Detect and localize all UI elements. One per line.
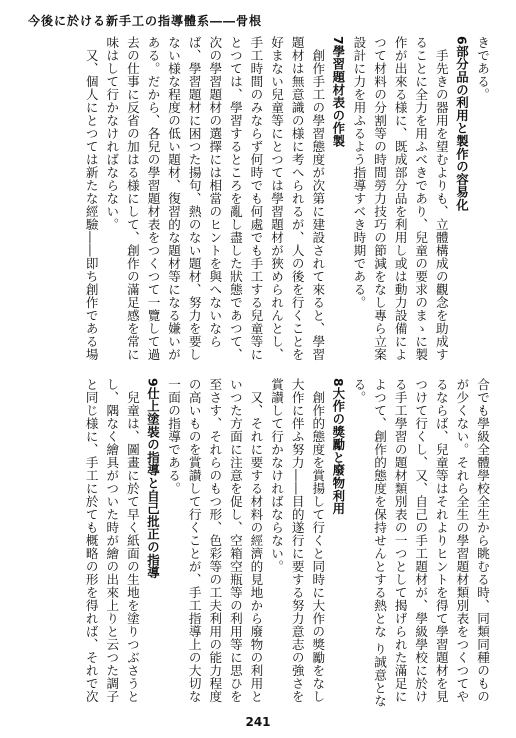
section-title: 學習題材表の作製 [330, 45, 346, 148]
section-title: 大作の獎勵と廢物利用 [330, 387, 346, 516]
section-title: 仕上塗裝の指導と自己批正の指導 [145, 387, 161, 580]
section-heading-9 [142, 378, 163, 710]
paragraph: 創作手工の學習態度が次第に建設されて來ると、學習題材は無意識の様に考へられるが、人の後を行くことを好まない兒童等にとつては學習題材が狹められんとし、手工時間のみならず何時でも何處でも手工する兒童等にとつては、學習するところを亂し盡した狀態であつて、次の學習題材の選擇には相當のヒントを與へないならば、學習題材に困つた揚句、熱のない題材、努力を要しない様な程度の低い題材、復習的な題材等になる嫌いがある。だから、各兒の學習題材表をつくつて一覽して過去の仕事に反省の加はる様にして、創作の滿足感を常に味はして行かなければならない。 [104, 36, 326, 361]
paragraph: 又、個人にとつては新たな經驗――即ち創作である場 [83, 48, 99, 361]
paragraph: 又、それに要する材料の經濟的見地から廢物の利用といつた方面に注意を促し、空箱空瓶等の利用等に思ひを至さす、それらのもつ形、色彩等の工夫利用の能力程度の高いものを賞讃して行くことが、手工指導上の大切な一面の指導である。 [166, 378, 264, 703]
section-number: 6 [454, 36, 470, 46]
lower-text-block [40, 378, 492, 710]
section-number: 9 [145, 378, 161, 388]
section-number: 7 [330, 36, 346, 46]
upper-text-block [32, 36, 492, 366]
paragraph-continued: 合でも學級全體學校全生から眺むる時、同類同種のものが少くない。それら全生の學習題材類別表をつくつてやるならば、兒童等はそれよりヒントを得て學習題材を見つけて行くし、又、自己の手工題材が、學級學校に於ける手工學習の題材類別表の一つとして揭げられた滿足によつて、創作的態度を保持せんとする熱とな り誠意となる。 [351, 378, 490, 708]
page-number: 241 [245, 715, 271, 729]
paragraph: 手先きの器用を望むよりも、立體構成の觀念を助成することに全力を用ふべきであり、兒童の要求のまゝに製作が出來る様に、既成部分品を利用し或は動力設備によつて材料の分割等の時間勞力技巧の節減をなし專ら立案設計に力を用ふるよう指導すべき時期である。 [351, 36, 449, 361]
section-number: 8 [330, 378, 346, 388]
section-heading-6 [451, 36, 472, 366]
section-title: 部分品の利用と製作の容易化 [454, 45, 470, 212]
section-heading-8 [327, 378, 348, 710]
paragraph-continued: きである。 [475, 36, 490, 101]
paragraph: 創作的態度を賞揚して行くと同時に大作の獎勵をなし大作に伴ふ努力――目的遂行に要する努力意志の強さを賞讃して行かなければならない。 [269, 378, 326, 703]
section-heading-7 [327, 36, 348, 366]
running-head: 今後に於ける新手工の指導體系――骨根 [28, 14, 263, 28]
paragraph: 兒童は、圖畫に於て早く紙面の生地を塗りつぶさうとし、隅なく繪具がついた時が繪の出來上りと云つた調子と同じ様に、手工に於ても概略の形を得れば、それで次 [83, 378, 140, 703]
